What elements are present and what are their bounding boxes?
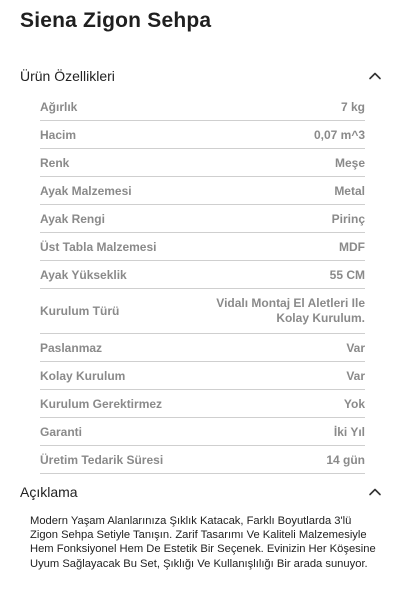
spec-value: Var	[346, 340, 365, 355]
specs-section-header[interactable]	[20, 64, 382, 88]
spec-key: Üretim Tedarik Süresi	[40, 452, 164, 467]
spec-value: 55 CM	[329, 267, 365, 282]
spec-key: Garanti	[40, 424, 83, 439]
spec-value: İki Yıl	[333, 424, 365, 439]
spec-key: Ayak Rengi	[40, 211, 105, 226]
spec-key: Kurulum Gerektirmez	[40, 396, 163, 411]
spec-key: Ayak Malzemesi	[40, 183, 132, 198]
spec-row	[40, 177, 365, 205]
spec-row	[40, 149, 365, 177]
spec-row	[40, 205, 365, 233]
spec-key: Hacim	[40, 127, 77, 142]
spec-row	[40, 261, 365, 289]
spec-key: Ayak Yükseklik	[40, 267, 127, 282]
spec-row	[40, 121, 365, 149]
chevron-up-icon[interactable]	[368, 485, 382, 499]
spec-row	[40, 289, 365, 334]
description-section-header[interactable]	[20, 480, 382, 504]
spec-key: Paslanmaz	[40, 340, 103, 355]
spec-key: Renk	[40, 155, 70, 170]
product-title: Siena Zigon Sehpa	[20, 9, 212, 32]
spec-key: Ağırlık	[40, 100, 78, 114]
spec-key: Kolay Kurulum	[40, 368, 126, 383]
spec-value: Vidalı Montaj El Aletleri Ile Kolay Kurulum.	[216, 296, 365, 325]
spec-value: Yok	[343, 396, 365, 411]
chevron-up-icon[interactable]	[368, 69, 382, 83]
spec-value: Meşe	[334, 155, 365, 170]
description-section-title: Açıklama	[20, 484, 78, 500]
spec-value: Var	[346, 368, 365, 383]
spec-value: 7 kg	[340, 100, 365, 114]
spec-row	[40, 390, 365, 418]
spec-key: Üst Tabla Malzemesi	[40, 239, 157, 254]
spec-row	[40, 334, 365, 362]
spec-row	[40, 362, 365, 390]
spec-row	[40, 418, 365, 446]
spec-value: Pirinç	[331, 211, 365, 226]
spec-value: 14 gün	[326, 452, 365, 467]
spec-table	[40, 94, 365, 474]
spec-value: MDF	[339, 239, 365, 254]
spec-key: Kurulum Türü	[40, 304, 120, 318]
spec-row	[40, 233, 365, 261]
description-text: Modern Yaşam Alanlarınıza Şıklık Katacak, Farklı Boyutlarda 3'lü Zigon Sehpa Setiyle Tanışın. Zarif Tasarımı Ve Kaliteli Malzemesiyle Hem Fonksiyonel Hem De Estetik Bir Seçenek. Evinizin Her Köşesine Uyum Sağlayacak Bu Set, Şıklığı Ve Kullanışlılığı Bir arada sunuyor.	[30, 515, 376, 570]
specs-section-title: Ürün Özellikleri	[20, 68, 115, 84]
spec-value: 0,07 m^3	[313, 127, 365, 142]
spec-value: Metal	[334, 183, 365, 198]
spec-row	[40, 94, 365, 121]
spec-row	[40, 446, 365, 474]
